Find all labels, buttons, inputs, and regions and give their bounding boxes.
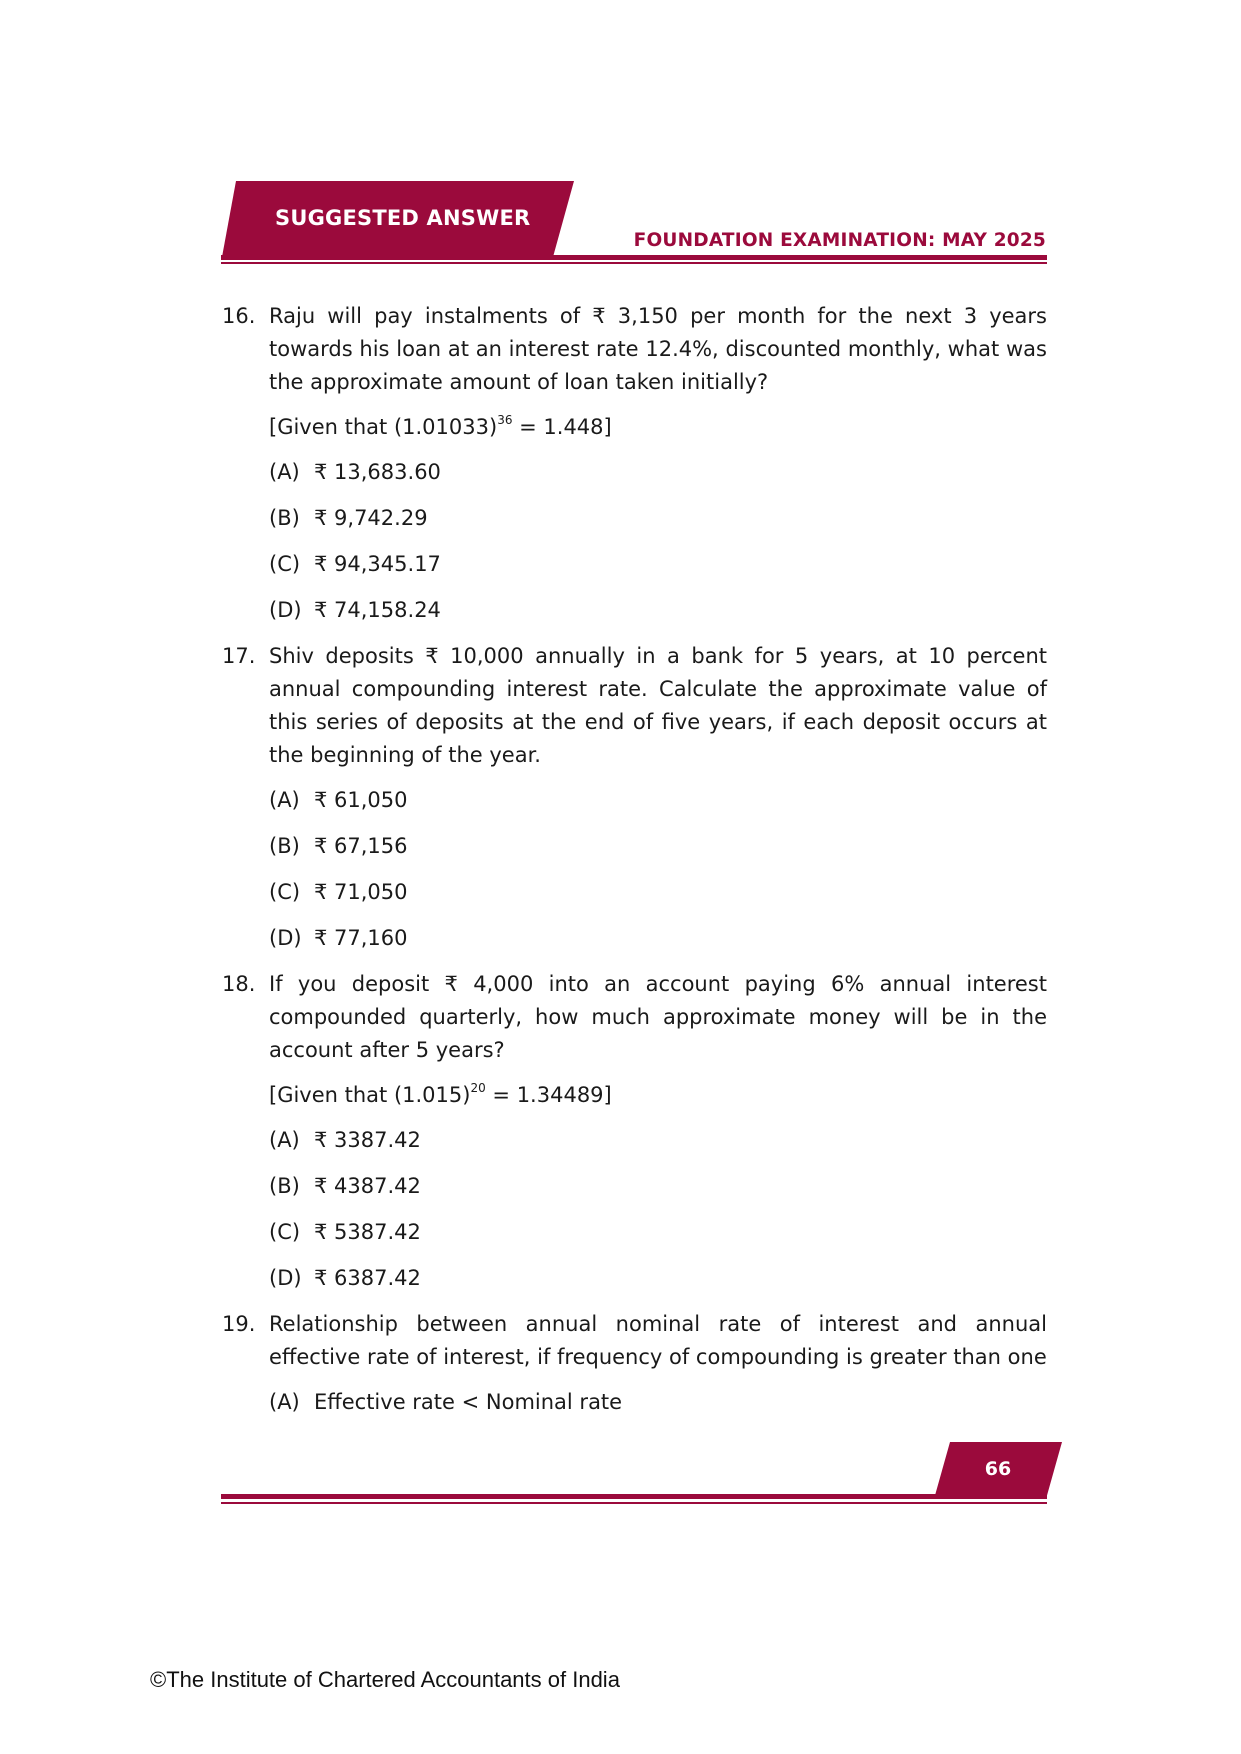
option-value: ₹ 3387.42 [314, 1128, 421, 1152]
given-exponent: 36 [497, 413, 513, 427]
option-c [269, 1216, 1047, 1249]
question-list [222, 300, 1047, 1432]
option-value: ₹ 77,160 [314, 926, 408, 950]
option-label: (A) [269, 1128, 300, 1152]
option-b [269, 502, 1047, 535]
option-value: ₹ 61,050 [314, 788, 408, 812]
option-value: ₹ 13,683.60 [314, 460, 441, 484]
option-label: (C) [269, 1220, 301, 1244]
question-number: 18. [222, 972, 256, 996]
option-value: ₹ 4387.42 [314, 1174, 421, 1198]
given-suffix: = 1.34489] [485, 1083, 612, 1107]
given-note [269, 1079, 1047, 1112]
given-suffix: = 1.448] [512, 415, 612, 439]
header-rule-thin [221, 262, 1047, 264]
options [269, 1386, 1047, 1419]
question-17 [222, 640, 1047, 955]
option-b [269, 830, 1047, 863]
option-label: (A) [269, 460, 300, 484]
option-a [269, 456, 1047, 489]
option-d [269, 594, 1047, 627]
footer-rule-thin [221, 1502, 1047, 1504]
page-number: 66 [984, 1458, 1012, 1480]
option-c [269, 548, 1047, 581]
option-a [269, 1124, 1047, 1157]
option-label: (D) [269, 598, 302, 622]
option-label: (A) [269, 1390, 300, 1414]
option-label: (B) [269, 834, 300, 858]
given-note [269, 411, 1047, 444]
option-label: (C) [269, 880, 301, 904]
option-label: (A) [269, 788, 300, 812]
option-d [269, 1262, 1047, 1295]
option-label: (B) [269, 506, 300, 530]
question-19 [222, 1308, 1047, 1419]
option-c [269, 876, 1047, 909]
option-label: (B) [269, 1174, 300, 1198]
question-number: 16. [222, 304, 256, 328]
option-d [269, 922, 1047, 955]
question-number: 17. [222, 644, 256, 668]
header-banner-label: SUGGESTED ANSWER [275, 206, 531, 230]
option-label: (C) [269, 552, 301, 576]
question-text: Raju will pay instalments of ₹ 3,150 per month for the next 3 years towards his loan at an interest rate 12.4%, discounted monthly, what was the approximate amount of loan taken initially? [269, 304, 1047, 394]
option-label: (D) [269, 1266, 302, 1290]
given-prefix: [Given that (1.01033) [269, 415, 498, 439]
option-value: ₹ 5387.42 [314, 1220, 421, 1244]
option-label: (D) [269, 926, 302, 950]
question-text: If you deposit ₹ 4,000 into an account paying 6% annual interest compounded quarterly, how much approximate money will be in the account after 5 years? [269, 972, 1047, 1062]
question-text: Shiv deposits ₹ 10,000 annually in a bank for 5 years, at 10 percent annual compounding interest rate. Calculate the approximate value of this series of deposits at the end of five years, if each deposit occurs at the beginning of the year. [269, 644, 1047, 767]
copyright-footer: ©The Institute of Chartered Accountants of India [150, 1667, 620, 1692]
question-text: Relationship between annual nominal rate of interest and annual effective rate of interest, if frequency of compounding is greater than one [269, 1312, 1047, 1369]
given-exponent: 20 [470, 1081, 486, 1095]
exam-title: FOUNDATION EXAMINATION: MAY 2025 [633, 230, 1046, 251]
option-value: ₹ 9,742.29 [314, 506, 428, 530]
given-prefix: [Given that (1.015) [269, 1083, 471, 1107]
option-a [269, 784, 1047, 817]
option-a [269, 1386, 1047, 1419]
header-rule [221, 255, 1047, 260]
question-18 [222, 968, 1047, 1295]
option-value: Effective rate < Nominal rate [314, 1390, 623, 1414]
option-value: ₹ 71,050 [314, 880, 408, 904]
option-value: ₹ 6387.42 [314, 1266, 421, 1290]
footer-rule [221, 1494, 1047, 1499]
question-16 [222, 300, 1047, 627]
option-b [269, 1170, 1047, 1203]
option-value: ₹ 94,345.17 [314, 552, 441, 576]
option-value: ₹ 74,158.24 [314, 598, 441, 622]
options [269, 784, 1047, 955]
question-number: 19. [222, 1312, 256, 1336]
option-value: ₹ 67,156 [314, 834, 408, 858]
